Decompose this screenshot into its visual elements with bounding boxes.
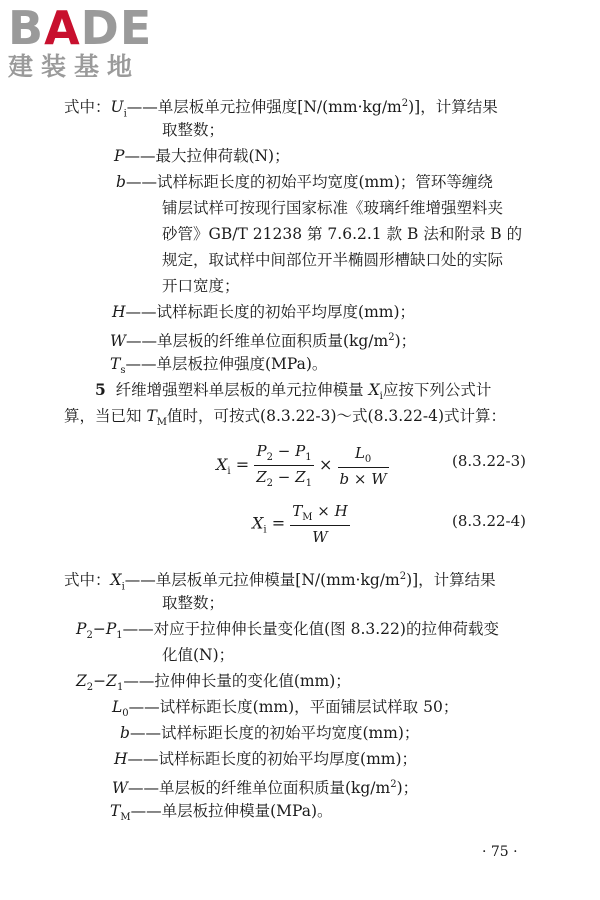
definition-b-continued-2: 砂管》GB/T 21238 第 7.6.2.1 款 B 法和附录 B 的: [162, 225, 523, 243]
definition-b-2: b——试样标距长度的初始平均宽度(mm)；: [120, 724, 420, 742]
definition-w-2: W——单层板的纤维单位面积质量$(kg/m^2)$；: [112, 779, 419, 798]
definition-h: H——试样标距长度的初始平均厚度(mm)；: [112, 303, 416, 321]
definition-p2-p1: $P_2-P_1——$对应于拉伸伸长量变化值(图 8.3.22)的拉伸荷载变: [76, 620, 499, 642]
logo-wordmark: BADE: [8, 1, 153, 55]
fraction-gauge-length: $\frac{L_0}{b \times W}$: [339, 443, 387, 488]
definition-p: P——最大拉伸荷载(N)；: [114, 147, 290, 165]
logo-chinese-name: 建装基地: [8, 52, 141, 81]
definition-w: W——单层板的纤维单位面积质量$(kg/m^2)$；: [110, 332, 417, 351]
definition-z2-z1: $Z_2-Z_1——$拉伸伸长量的变化值(mm)；: [76, 672, 351, 694]
paragraph-5-line-1: 5 纤维增强塑料单层板的单元拉伸模量 $X_i$应按下列公式计: [95, 380, 492, 403]
equation-label-8-3-22-3: (8.3.22-3): [452, 452, 527, 470]
page-number: · 75 ·: [482, 844, 518, 860]
fraction-load-over-elongation: $\frac{P_2 - P_1}{Z_2 - Z_1}$: [256, 442, 312, 489]
definition-ts: $T_s——$单层板拉伸强度(MPa)。: [110, 355, 328, 377]
definition-tm: $T_M——$单层板拉伸模量(MPa)。: [110, 802, 333, 824]
definition-b-continued-4: 开口宽度；: [162, 277, 240, 295]
definition-b-continued-1: 铺层试样可按现行国家标准《玻璃纤维增强塑料夹: [162, 199, 504, 217]
definition-h-2: H——试样标距长度的初始平均厚度(mm)；: [114, 750, 418, 768]
bade-logo: [8, 1, 173, 82]
definition-xi-continued: 取整数；: [162, 594, 225, 612]
definition-xi: 式中：$X_i——$单层板单元拉伸模量$[N/(mm\cdot kg/m^2)]$，计算结果: [64, 571, 496, 593]
definition-b: b——试样标距长度的初始平均宽度(mm)；管环等缠绕: [116, 173, 493, 191]
definition-u: 式中：$U_i——$单层板单元拉伸强度$[N/(mm\cdot kg/m^2)]$，计算结果: [64, 98, 498, 120]
definition-l0: $L_0——$试样标距长度(mm)，平面铺层试样取 50；: [112, 698, 459, 720]
definition-u-continued: 取整数；: [162, 121, 225, 139]
definition-b-continued-3: 规定，取试样中间部位开半椭圆形槽缺口处的实际: [162, 251, 504, 269]
equation-label-8-3-22-4: (8.3.22-4): [452, 512, 527, 530]
equation-8-3-22-4: $X_i$ = $\frac{T_M \times H}{W}$: [252, 502, 348, 546]
paragraph-5-line-2: 算，当已知 $T_M$值时，可按式(8.3.22-3)～式(8.3.22-4)式计算：: [64, 407, 507, 429]
equation-8-3-22-3: $X_i$ = $\frac{P_2 - P_1}{Z_2 - Z_1}$ × $\frac{L_0}{b \times W}$: [216, 442, 387, 489]
fraction-modulus: $\frac{T_M \times H}{W}$: [292, 502, 348, 546]
definition-p2-p1-continued: 化值(N)；: [162, 646, 235, 664]
